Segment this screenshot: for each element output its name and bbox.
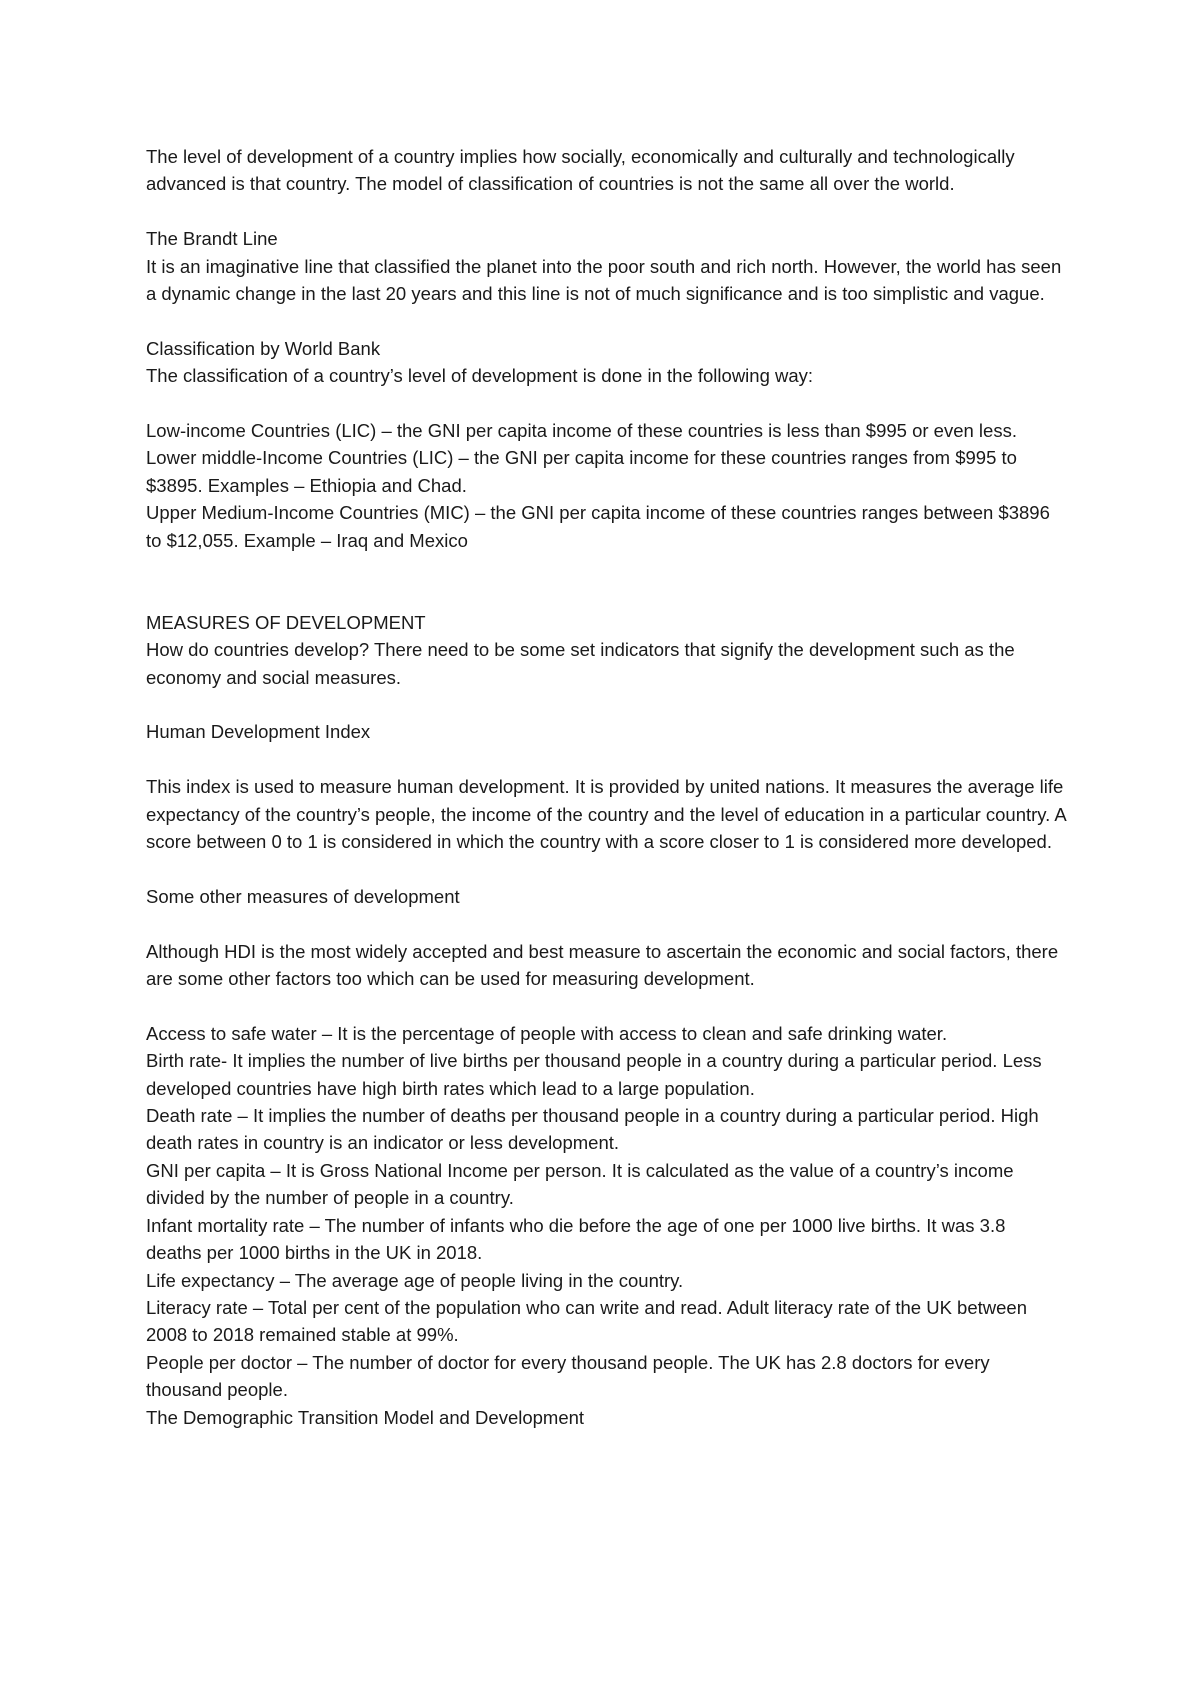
spacer [146,691,1066,718]
spacer [146,992,1066,1019]
brandt-heading: The Brandt Line [146,228,278,250]
world-bank-intro: The classification of a country’s level of development is done in the following way: [146,365,814,387]
measure-item: Infant mortality rate – The number of infants who die before the age of one per 1000 live births. It was 3.8 deaths per 1000 births in the UK in 2018. [146,1214,1006,1264]
income-class-item: Lower middle-Income Countries (LIC) – the GNI per capita income for these countries ranges from $995 to $3895. Examples – Ethiopia and Chad. [146,447,1017,496]
measure-item: Access to safe water – It is the percentage of people with access to clean and safe drinking water. [146,1022,948,1044]
measure-item: Death rate – It implies the number of deaths per thousand people in a country during a particular period. High death rates in country is an indicator or less development. [146,1105,1039,1154]
other-measures-heading: Some other measures of development [146,885,460,907]
income-class-item: Upper Medium-Income Countries (MIC) – the GNI per capita income of these countries ranges between $3896 to $12,055. Example – Iraq and Mexico [146,502,1050,551]
spacer [146,746,1066,773]
brandt-paragraph: It is an imaginative line that classified the planet into the poor south and rich north. However, the world has seen a dynamic change in the last 20 years and this line is not of much significance and is too simplistic and vague. [146,255,1062,305]
document-page [146,143,1066,1431]
spacer [146,910,1066,937]
income-class-item: Low-income Countries (LIC) – the GNI per capita income of these countries is less than $995 or even less. [146,420,1017,442]
spacer [146,307,1066,334]
world-bank-heading: Classification by World Bank [146,337,381,359]
dtm-heading: The Demographic Transition Model and Development [146,1406,585,1428]
intro-paragraph: The level of development of a country implies how socially, economically and culturally and technologically advanced is that country. The model of classification of countries is not the same all over the world. [146,146,1015,195]
hdi-heading: Human Development Index [146,721,371,743]
spacer [146,554,1066,609]
hdi-paragraph: This index is used to measure human development. It is provided by united nations. It measures the average life expectancy of the country’s people, the income of the country and the level of education in a particular country. A score between 0 to 1 is considered in which the country with a score closer to 1 is considered more developed. [146,776,1066,853]
measure-item: Birth rate- It implies the number of live births per thousand people in a country during a particular period. Less developed countries have high birth rates which lead to a large population. [146,1050,1042,1099]
measure-item: People per doctor – The number of doctor for every thousand people. The UK has 2.8 doctors for every thousand people. [146,1351,990,1401]
spacer [146,198,1066,225]
measure-item: Life expectancy – The average age of people living in the country. [146,1269,684,1291]
measure-item: Literacy rate – Total per cent of the population who can write and read. Adult literacy rate of the UK between 2008 to 2018 remained stable at 99%. [146,1296,1027,1346]
other-measures-paragraph: Although HDI is the most widely accepted and best measure to ascertain the economic and social factors, there are some other factors too which can be used for measuring development. [146,940,1059,990]
measures-heading: MEASURES OF DEVELOPMENT [146,611,426,633]
measure-item: GNI per capita – It is Gross National Income per person. It is calculated as the value of a country’s income divided by the number of people in a country. [146,1159,1014,1209]
spacer [146,855,1066,882]
measures-paragraph: How do countries develop? There need to be some set indicators that signify the development such as the economy and social measures. [146,639,1015,688]
spacer [146,390,1066,417]
